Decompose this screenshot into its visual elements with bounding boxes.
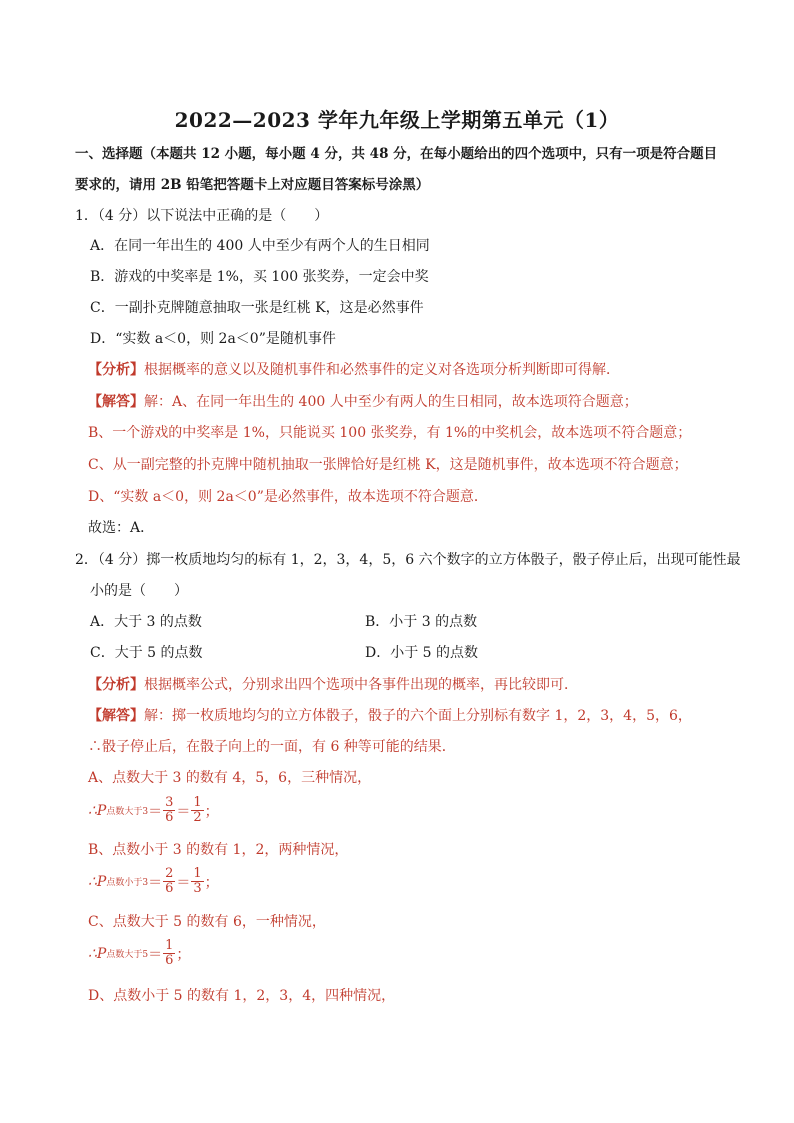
fraction: $\frac{2}{6}$ [165,866,174,896]
q1-option-c: C．一副扑克牌随意抽取一张是红桃 K，这是必然事件 [90,300,424,316]
q2-answer-c: C、点数大于 5 的数有 6，一种情况， [88,914,326,930]
section-header-line2: 要求的，请用 2B 铅笔把答题卡上对应题目答案标号涂黑） [75,177,430,193]
q1-choice: 故选：A． [88,520,155,536]
q1-answer-b: B、一个游戏的中奖率是 1%，只能说买 100 张奖券，有 1%的中奖机会，故本选项不符合题意； [88,425,692,441]
analysis-text: 根据概率公式，分别求出四个选项中各事件出现的概率，再比较即可． [144,677,578,693]
q1-stem: 1．（4 分）以下说法中正确的是（ ） [75,208,329,224]
q2-stem-line2: 小的是（ ） [90,583,188,599]
q2-stem-line1: 2．（4 分）掷一枚质地均匀的标有 1，2，3，4，5，6 六个数字的立方体骰子，骰子停止后，出现可能性最 [75,552,741,568]
q2-option-d: D．小于 5 的点数 [365,645,479,661]
q2-answer-a: A、点数大于 3 的数有 4，5，6，三种情况， [88,770,372,786]
q1-analysis [88,360,620,380]
q1-option-b: B．游戏的中奖率是 1%，买 100 张奖券，一定会中奖 [90,269,429,285]
q2-analysis [88,675,578,695]
fraction: $\frac{1}{3}$ [193,866,202,896]
answer-tag: 【解答】 [88,394,144,410]
q2-option-c: C．大于 5 的点数 [90,645,203,661]
analysis-tag: 【分析】 [88,677,144,693]
fraction: $\frac{1}{2}$ [193,795,202,825]
section-header-line1: 一、选择题（本题共 12 小题，每小题 4 分，共 48 分，在每小题给出的四个选项中，只有一项是符合题目 [75,146,718,162]
q2-answer-b: B、点数小于 3 的数有 1，2，两种情况， [88,842,349,858]
q1-option-a: A．在同一年出生的 400 人中至少有两个人的生日相同 [90,238,430,254]
page-title: 2022—2023 学年九年级上学期第五单元（1） [174,108,620,132]
q2-option-a: A．大于 3 的点数 [90,614,202,630]
q2-option-b: B．小于 3 的点数 [365,614,478,630]
q2-answer-d: D、点数小于 5 的数有 1，2，3，4，四种情况， [88,988,396,1004]
q1-answer-d: D、“实数 a＜0，则 2a＜0”是必然事件，故本选项不符合题意． [88,489,488,505]
q1-option-d: D．“实数 a＜0，则 2a＜0”是随机事件 [90,331,336,347]
q2-prob-c: ∴P 点数大于5 ＝ $\frac{1}{6}$ ； [88,938,191,968]
analysis-text: 根据概率的意义以及随机事件和必然事件的定义对各选项分析判断即可得解． [144,362,620,378]
answer-tag: 【解答】 [88,708,144,724]
fraction: $\frac{1}{6}$ [165,938,174,968]
fraction: $\frac{3}{6}$ [165,795,174,825]
analysis-tag: 【分析】 [88,362,144,378]
q2-answer-line1: 【解答】解：掷一枚质地均匀的立方体骰子，骰子的六个面上分别标有数字 1，2，3，4，5，6， [88,708,692,724]
q2-prob-b: ∴P 点数小于3 ＝ $\frac{2}{6}$ ＝ $\frac{1}{3}$ ； [88,866,219,896]
q2-prob-a: ∴P 点数大于3 ＝ $\frac{3}{6}$ ＝ $\frac{1}{2}$ ； [88,795,219,825]
q2-answer-line2: ∴骰子停止后，在骰子向上的一面，有 6 种等可能的结果． [88,739,456,755]
q1-answer-c: C、从一副完整的扑克牌中随机抽取一张牌恰好是红桃 K，这是随机事件，故本选项不符合题意； [88,457,688,473]
q1-answer-a: 【解答】解：A、在同一年出生的 400 人中至少有两人的生日相同，故本选项符合题意； [88,394,638,410]
